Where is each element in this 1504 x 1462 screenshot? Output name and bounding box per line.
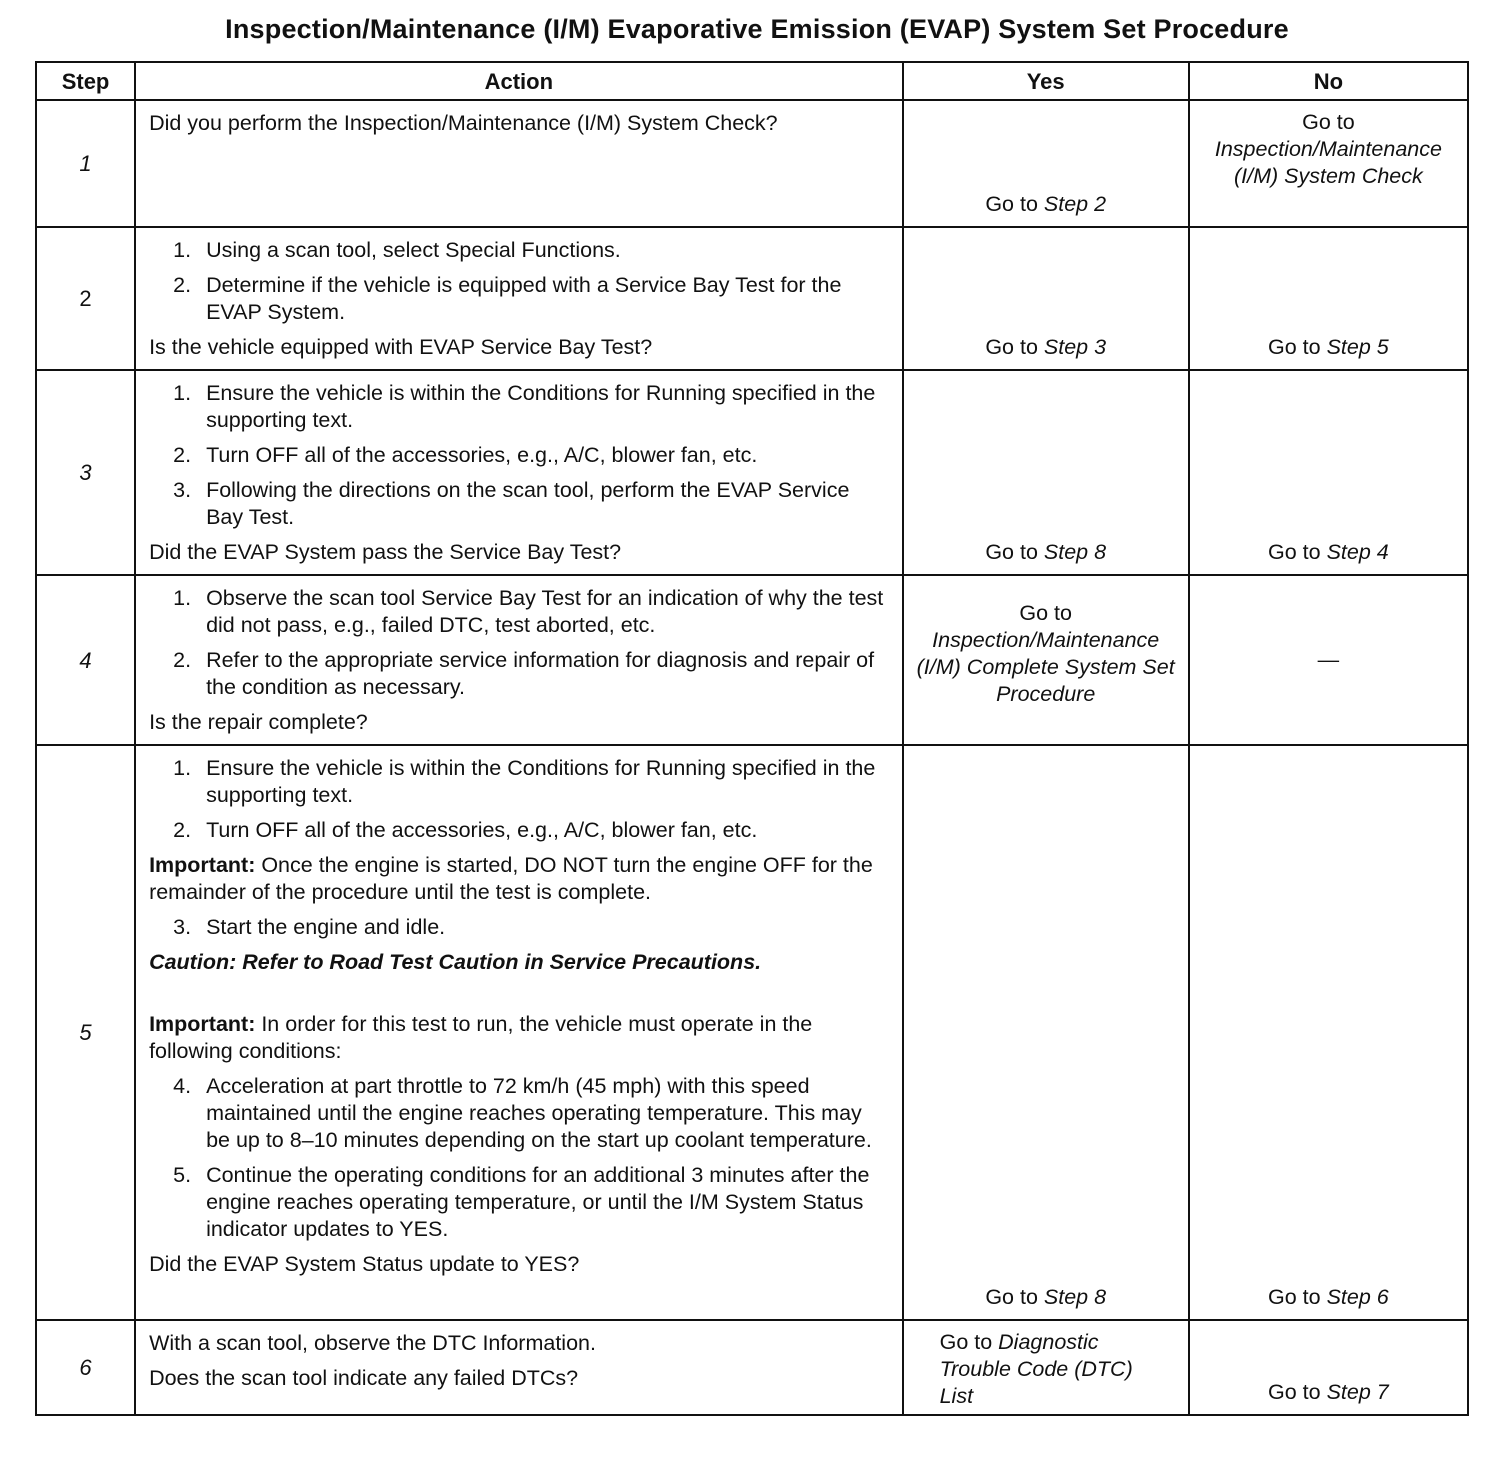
table-row xyxy=(36,575,1468,745)
yes-result: Go to Step 8 xyxy=(985,1285,1107,1309)
procedure-table xyxy=(35,61,1469,1416)
list-item: 4. Acceleration at part throttle to 72 km/h (45 mph) with this speed maintained until the engine reaches operating temperature. This may be up to 8–10 minutes depending on the start up coolant temperature. xyxy=(173,1074,872,1152)
action-question: Did the EVAP System pass the Service Bay Test? xyxy=(149,540,622,564)
table-row xyxy=(36,100,1468,227)
step-number: 5 xyxy=(36,745,135,1320)
page-title: Inspection/Maintenance (I/M) Evaporative Emission (EVAP) System Set Procedure xyxy=(225,14,1289,44)
no-cell xyxy=(1189,1320,1468,1415)
yes-link[interactable]: Step 8 xyxy=(1043,540,1107,564)
yes-result: Go to Diagnostic Trouble Code (DTC) List xyxy=(939,1330,1133,1408)
action-cell xyxy=(135,745,903,1320)
list-item: 2. Turn OFF all of the accessories, e.g., A/C, blower fan, etc. xyxy=(173,443,758,467)
no-result: — xyxy=(1317,647,1340,672)
no-result: Go to Inspection/Maintenance (I/M) System Check xyxy=(1190,109,1467,190)
no-cell xyxy=(1189,370,1468,575)
header-no: No xyxy=(1189,62,1468,100)
step-number: 1 xyxy=(36,100,135,227)
list-item: 1. Ensure the vehicle is within the Conditions for Running specified in the supporting text. xyxy=(173,381,876,432)
header-yes: Yes xyxy=(903,62,1189,100)
list-item: 2. Turn OFF all of the accessories, e.g., A/C, blower fan, etc. xyxy=(173,818,758,842)
yes-link[interactable]: Diagnostic Trouble Code (DTC) List xyxy=(939,1330,1133,1408)
yes-result: Go to Step 2 xyxy=(985,192,1107,216)
action-cell xyxy=(135,1320,903,1415)
important-note: Important: In order for this test to run, the vehicle must operate in the following conditions: xyxy=(149,1012,813,1063)
list-item: 1. Using a scan tool, select Special Functions. xyxy=(173,238,621,262)
table-row xyxy=(36,227,1468,370)
action-question: Is the repair complete? xyxy=(149,710,368,734)
no-cell xyxy=(1189,227,1468,370)
header-row xyxy=(36,62,1468,100)
yes-result: Go to Step 3 xyxy=(985,335,1107,359)
caution-note: Caution: Refer to Road Test Caution in Service Precautions. xyxy=(149,950,762,974)
important-note: Important: Once the engine is started, DO NOT turn the engine OFF for the remainder of the procedure until the test is complete. xyxy=(149,853,873,904)
no-link[interactable]: Step 4 xyxy=(1326,540,1389,564)
action-question: Did the EVAP System Status update to YES? xyxy=(149,1252,580,1276)
table-row xyxy=(36,370,1468,575)
list-item: 1. Observe the scan tool Service Bay Test for an indication of why the test did not pass, e.g., failed DTC, test aborted, etc. xyxy=(173,586,884,637)
yes-result: Go to Step 8 xyxy=(985,540,1107,564)
list-item: 2. Determine if the vehicle is equipped with a Service Bay Test for the EVAP System. xyxy=(173,273,842,324)
table-row xyxy=(36,1320,1468,1415)
action-cell xyxy=(135,575,903,745)
no-result: Go to Step 7 xyxy=(1268,1380,1389,1404)
no-link[interactable]: Step 5 xyxy=(1326,335,1389,359)
yes-link[interactable]: Step 8 xyxy=(1043,1285,1107,1309)
no-cell xyxy=(1189,575,1468,745)
action-question: Did you perform the Inspection/Maintenance (I/M) System Check? xyxy=(149,111,778,135)
list-item: 5. Continue the operating conditions for an additional 3 minutes after the engine reaches operating temperature, or until the I/M System Status indicator updates to YES. xyxy=(173,1163,870,1241)
yes-link[interactable]: Step 3 xyxy=(1043,335,1107,359)
list-item: 2. Refer to the appropriate service information for diagnosis and repair of the condition as necessary. xyxy=(173,648,875,699)
list-item: 1. Ensure the vehicle is within the Conditions for Running specified in the supporting text. xyxy=(173,756,876,807)
no-cell xyxy=(1189,100,1468,227)
no-link[interactable]: Step 7 xyxy=(1326,1380,1389,1404)
yes-cell xyxy=(903,745,1189,1320)
action-line: With a scan tool, observe the DTC Information. xyxy=(149,1331,596,1355)
no-link[interactable]: Step 6 xyxy=(1326,1285,1389,1309)
yes-cell xyxy=(903,1320,1189,1415)
header-step: Step xyxy=(36,62,135,100)
step-number: 2 xyxy=(36,227,135,370)
step-number: 3 xyxy=(36,370,135,575)
table-row xyxy=(36,745,1468,1320)
yes-result: Go to Inspection/Maintenance (I/M) Complete System Set Procedure xyxy=(904,600,1188,708)
yes-link[interactable]: Step 2 xyxy=(1043,192,1107,216)
step-number: 6 xyxy=(36,1320,135,1415)
no-result: Go to Step 4 xyxy=(1268,540,1389,564)
no-result: Go to Step 6 xyxy=(1268,1285,1389,1309)
list-item: 3. Start the engine and idle. xyxy=(173,915,446,939)
action-question: Is the vehicle equipped with EVAP Service Bay Test? xyxy=(149,335,653,359)
header-action: Action xyxy=(135,62,903,100)
yes-link[interactable]: Inspection/Maintenance (I/M) Complete System Set Procedure xyxy=(916,628,1175,706)
action-question: Does the scan tool indicate any failed DTCs? xyxy=(149,1366,579,1390)
list-item: 3. Following the directions on the scan tool, perform the EVAP Service Bay Test. xyxy=(173,478,850,529)
no-result: Go to Step 5 xyxy=(1268,335,1389,359)
action-cell xyxy=(135,227,903,370)
step-number: 4 xyxy=(36,575,135,745)
no-cell xyxy=(1189,745,1468,1320)
yes-cell xyxy=(903,575,1189,745)
yes-cell xyxy=(903,100,1189,227)
action-cell xyxy=(135,370,903,575)
yes-cell xyxy=(903,370,1189,575)
action-cell xyxy=(135,100,903,227)
yes-cell xyxy=(903,227,1189,370)
no-link[interactable]: Inspection/Maintenance (I/M) System Check xyxy=(1214,137,1442,188)
